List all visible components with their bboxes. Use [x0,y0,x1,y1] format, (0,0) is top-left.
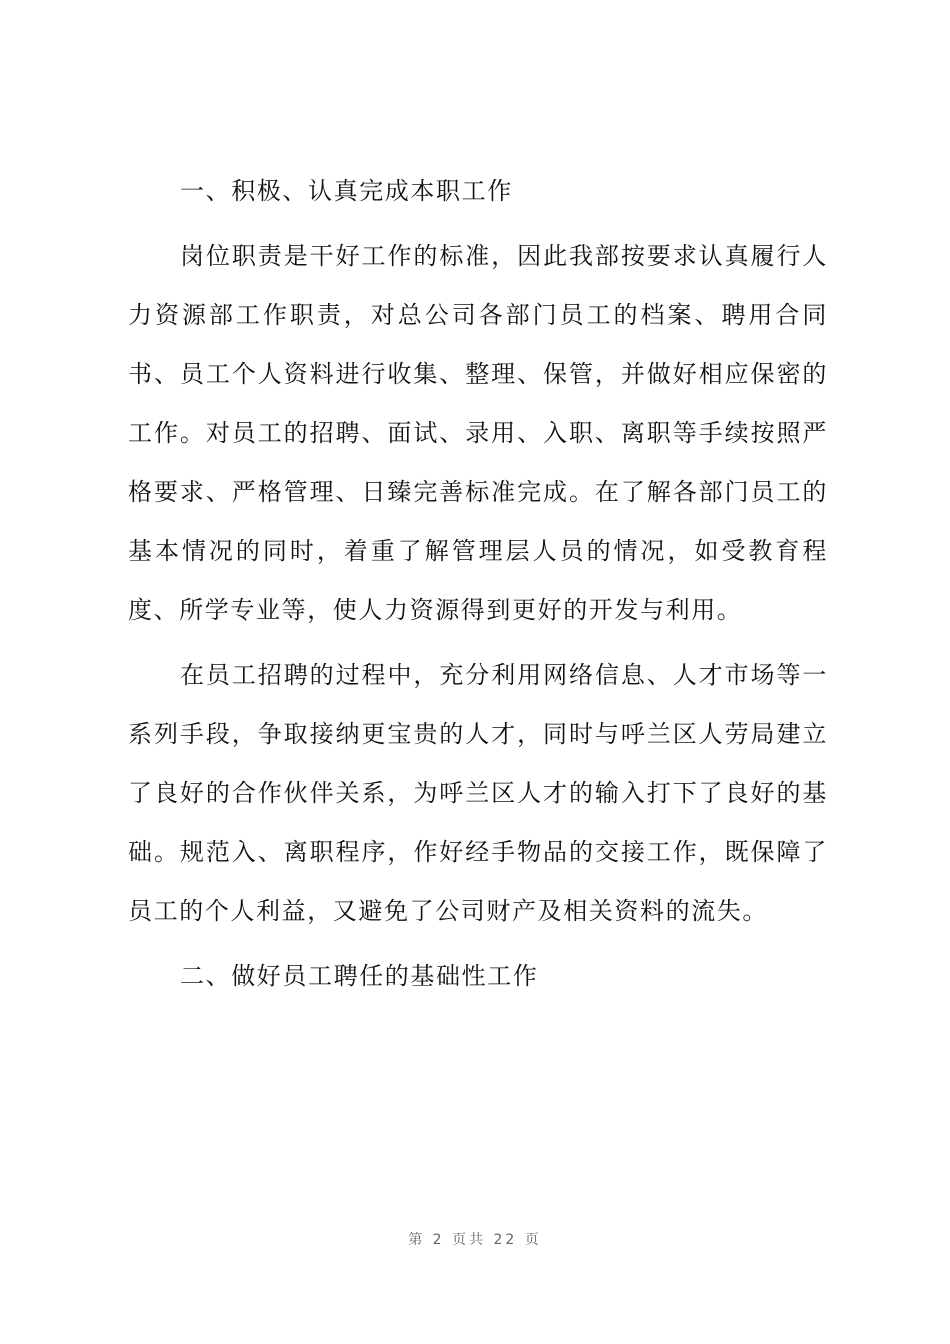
paragraph-2: 在员工招聘的过程中，充分利用网络信息、人才市场等一系列手段，争取接纳更宝贵的人才，同时与呼兰区人劳局建立了良好的合作伙伴关系，为呼兰区人才的输入打下了良好的基础。规范入、离职程序，作好经手物品的交接工作，既保障了员工的个人利益，又避免了公司财产及相关资料的流失。 [128,661,828,925]
section-heading-2: 二、做好员工聘任的基础性工作 [180,962,539,990]
section-heading-1: 一、积极、认真完成本职工作 [180,177,513,205]
document-body [128,162,828,1006]
page-number-footer: 第 2 页共 22 页 [408,1232,542,1248]
paragraph-1: 岗位职责是干好工作的标准，因此我部按要求认真履行人力资源部工作职责，对总公司各部门员工的档案、聘用合同书、员工个人资料进行收集、整理、保管，并做好相应保密的工作。对员工的招聘、面试、录用、入职、离职等手续按照严格要求、严格管理、日臻完善标准完成。在了解各部门员工的基本情况的同时，着重了解管理层人员的情况，如受教育程度、所学专业等，使人力资源得到更好的开发与利用。 [128,242,828,624]
